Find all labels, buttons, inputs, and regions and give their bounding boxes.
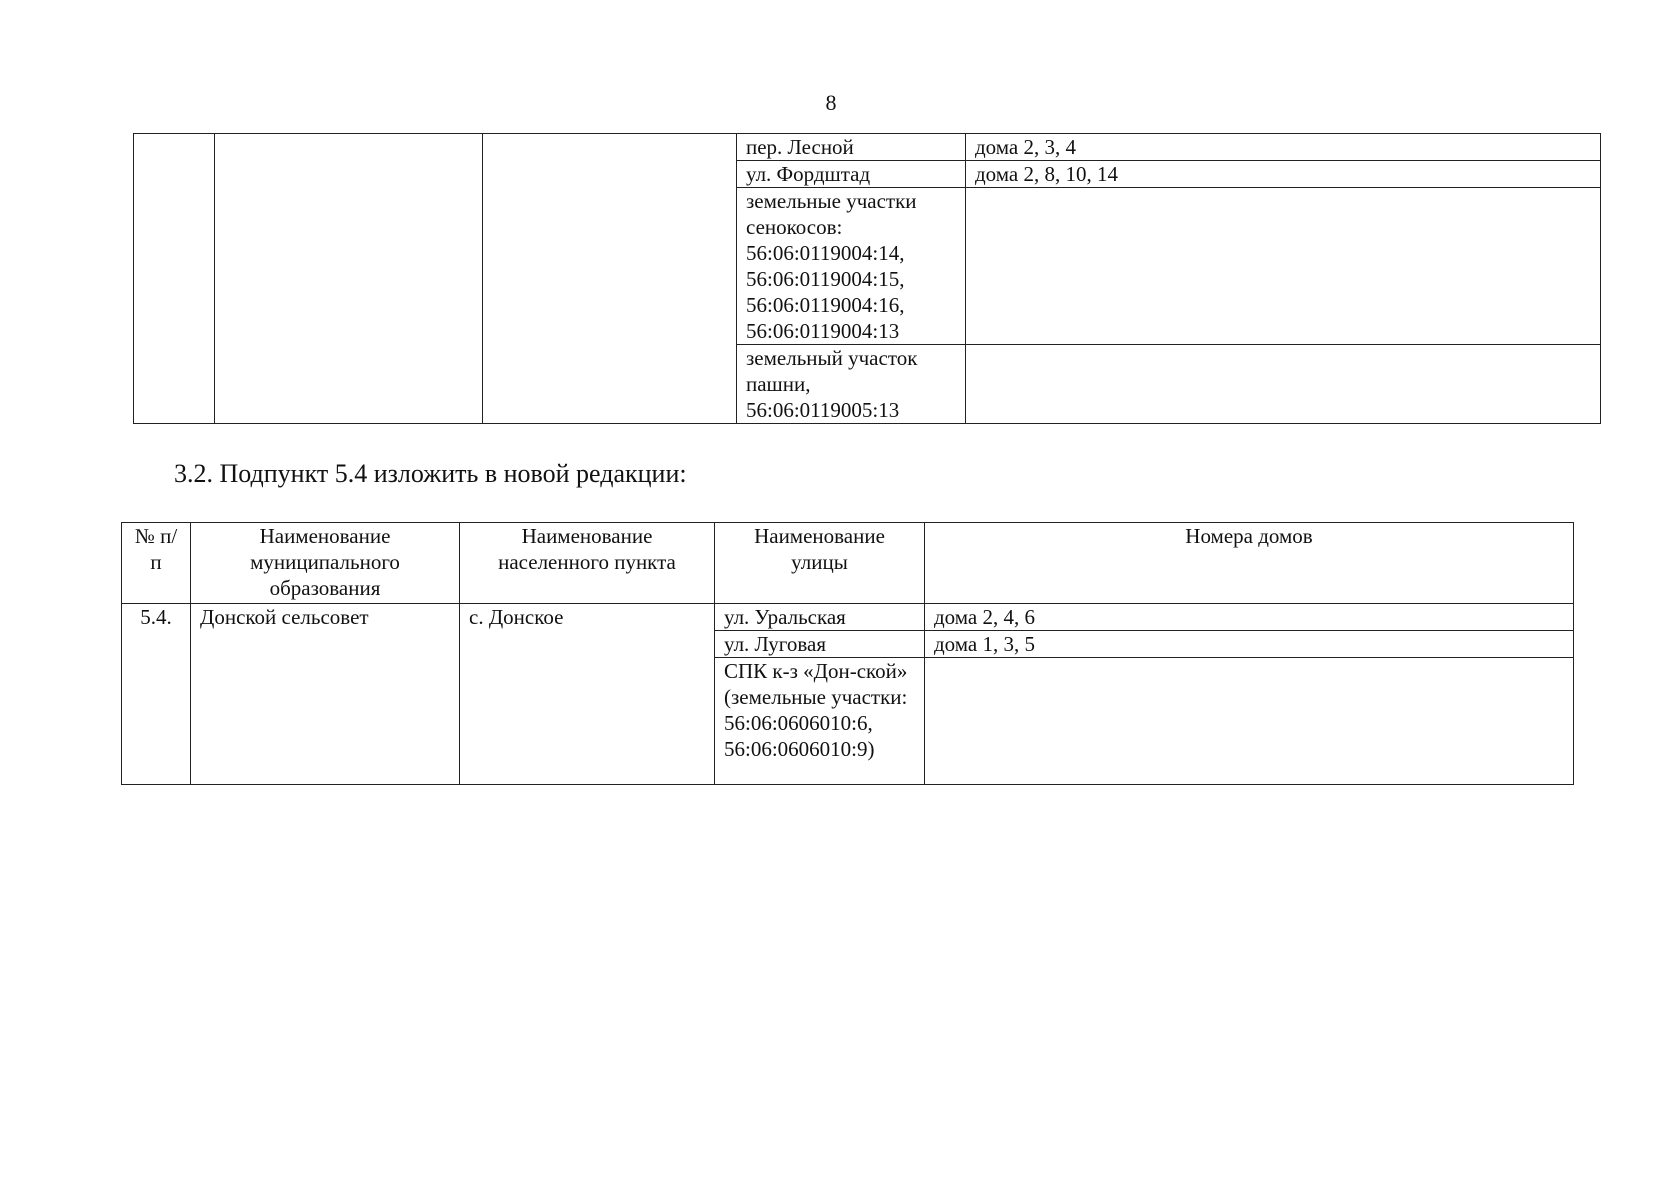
header-houses: Номера домов: [925, 523, 1574, 604]
municipality-cell: Донской сельсовет: [191, 604, 460, 785]
continued-addresses-table: [133, 133, 1601, 424]
houses-cell: дома 2, 8, 10, 14: [966, 161, 1601, 188]
houses-cell: [966, 345, 1601, 424]
settlement-cell: с. Донское: [460, 604, 715, 785]
table-row: [122, 604, 1574, 631]
section-heading: 3.2. Подпункт 5.4 изложить в новой редакции:: [174, 459, 687, 488]
number-cell: 5.4.: [122, 604, 191, 785]
houses-cell: дома 2, 3, 4: [966, 134, 1601, 161]
header-street: Наименование улицы: [715, 523, 925, 604]
number-cell: [134, 134, 215, 424]
header-settlement: Наименование населенного пункта: [460, 523, 715, 604]
houses-cell: [925, 658, 1574, 785]
page-number: 8: [825, 90, 837, 115]
houses-cell: дома 2, 4, 6: [925, 604, 1574, 631]
street-cell: ул. Луговая: [715, 631, 925, 658]
municipality-cell: [215, 134, 483, 424]
street-cell: земельные участки сенокосов: 56:06:0119004:14, 56:06:0119004:15, 56:06:0119004:16, 56:06:0119004:13: [737, 188, 966, 345]
houses-cell: дома 1, 3, 5: [925, 631, 1574, 658]
subparagraph-5-4-table: [121, 522, 1574, 785]
street-cell: ул. Уральская: [715, 604, 925, 631]
table-row: [134, 134, 1601, 161]
header-municipality: Наименование муниципального образования: [191, 523, 460, 604]
houses-cell: [966, 188, 1601, 345]
settlement-cell: [483, 134, 737, 424]
header-number: № п/п: [122, 523, 191, 604]
street-cell: пер. Лесной: [737, 134, 966, 161]
street-cell: ул. Фордштад: [737, 161, 966, 188]
street-cell: СПК к-з «Дон-ской» (земельные участки: 56:06:0606010:6, 56:06:0606010:9): [715, 658, 925, 785]
street-cell: земельный участок пашни, 56:06:0119005:13: [737, 345, 966, 424]
table-header-row: [122, 523, 1574, 604]
